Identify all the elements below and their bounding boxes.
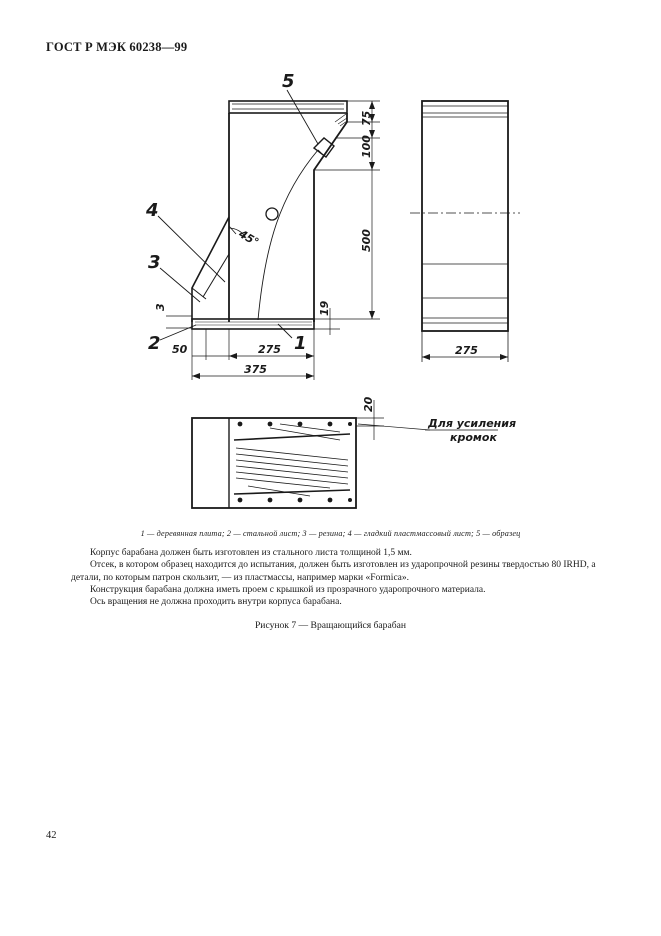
callout-5: 5	[282, 71, 295, 92]
callout-3: 3	[148, 252, 161, 273]
dim-50: 50	[172, 343, 188, 356]
document-header: ГОСТ Р МЭК 60238—99	[46, 40, 188, 54]
figure-caption: Рисунок 7 — Вращающийся барабан	[254, 620, 407, 631]
side-view	[410, 101, 520, 362]
paragraph-3: Конструкция барабана должна иметь проем с крышкой из прозрачного ударопрочного материала.	[90, 584, 486, 595]
dim-275-front: 275	[258, 343, 281, 356]
note-line-2: кромок	[450, 431, 497, 444]
paragraph-1: Корпус барабана должен быть изготовлен из стального листа толщиной 1,5 мм.	[90, 548, 412, 558]
dim-19: 19	[318, 300, 331, 316]
dim-20: 20	[362, 396, 375, 412]
dim-275-side: 275	[455, 344, 478, 357]
body-text	[71, 547, 611, 608]
dim-500: 500	[360, 229, 373, 252]
paragraph-4: Ось вращения не должна проходить внутри корпуса барабана.	[90, 597, 342, 608]
callout-2: 2	[148, 333, 161, 354]
paragraph-2: Отсек, в котором образец находится до испытания, должен быть изготовлен из ударопрочной резины твердостью 80 IRHD, а детали, по которым патрон скользит, — из пластмассы, например марки «Formica».	[71, 560, 596, 583]
dim-3: 3	[154, 303, 167, 311]
dim-75: 75	[360, 110, 373, 126]
callout-1: 1	[294, 333, 307, 354]
note-line-1: Для усиления	[428, 417, 517, 430]
figure-legend: 1 — деревянная плита; 2 — стальной лист; 3 — резина; 4 — гладкий пластмассовый лист; 5 — образец	[140, 529, 521, 538]
page-number: 42	[46, 830, 57, 841]
dim-100: 100	[360, 135, 373, 158]
front-view	[158, 90, 380, 380]
callout-4: 4	[146, 200, 159, 221]
dim-angle: 45°	[236, 227, 262, 250]
dim-375: 375	[244, 363, 267, 376]
